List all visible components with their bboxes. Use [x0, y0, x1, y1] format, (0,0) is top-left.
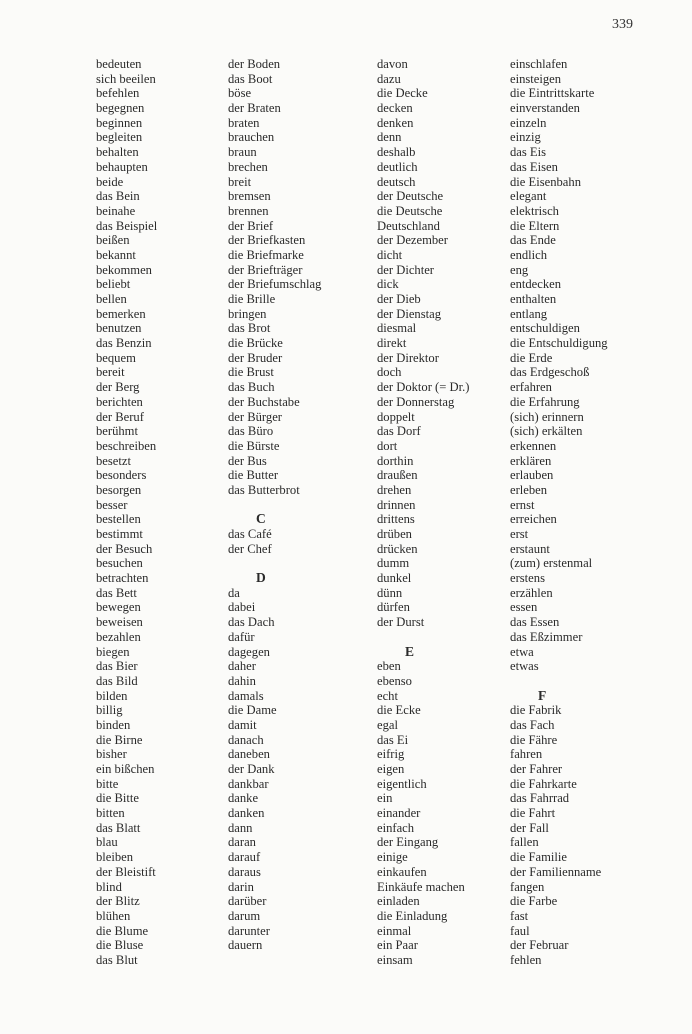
vocabulary-entry: begleiten: [96, 130, 143, 145]
vocabulary-entry: der Dank: [228, 762, 275, 776]
vocabulary-entry: eigentlich: [377, 776, 427, 791]
vocabulary-entry: einige: [377, 850, 408, 865]
vocabulary-entry: Einkäufe machen: [377, 879, 465, 894]
vocabulary-entry: fast: [510, 908, 529, 923]
vocabulary-entry: der Besuch: [96, 541, 153, 556]
vocabulary-entry: die Brust: [228, 365, 274, 380]
vocabulary-entry: blühen: [96, 908, 131, 923]
vocabulary-entry: der Durst: [377, 615, 425, 630]
vocabulary-entry: dumm: [377, 556, 410, 571]
vocabulary-entry: die Eintrittskarte: [510, 86, 595, 101]
vocabulary-entry: die Familie: [510, 850, 568, 865]
vocabulary-entry: dann: [228, 820, 253, 835]
vocabulary-entry: das Dorf: [377, 424, 421, 439]
section-letter-heading: E: [405, 643, 415, 659]
vocabulary-entry: die Brille: [228, 292, 276, 306]
vocabulary-entry: daneben: [228, 747, 270, 762]
vocabulary-entry: benutzen: [96, 321, 142, 336]
vocabulary-entry: bilden: [96, 688, 128, 703]
vocabulary-entry: ein bißchen: [96, 762, 155, 776]
vocabulary-column-1: [96, 57, 157, 968]
vocabulary-entry: drücken: [377, 541, 418, 556]
vocabulary-entry: erstaunt: [510, 541, 550, 556]
vocabulary-entry: ein: [377, 791, 393, 806]
vocabulary-entry: bestimmt: [96, 527, 143, 541]
vocabulary-entry: dafür: [228, 629, 255, 644]
vocabulary-entry: beschreiben: [96, 438, 157, 453]
vocabulary-entry: böse: [228, 86, 252, 101]
vocabulary-entry: drinnen: [377, 497, 416, 512]
vocabulary-entry: bezahlen: [96, 629, 141, 644]
vocabulary-entry: diesmal: [377, 321, 417, 336]
vocabulary-entry: die Erfahrung: [510, 394, 580, 409]
vocabulary-entry: (zum) erstenmal: [510, 556, 593, 571]
vocabulary-entry: daraus: [228, 864, 261, 879]
vocabulary-entry: egal: [377, 717, 398, 732]
vocabulary-entry: daher: [228, 659, 256, 674]
vocabulary-entry: das Café: [228, 527, 272, 541]
vocabulary-entry: eben: [377, 659, 401, 674]
vocabulary-entry: bringen: [228, 306, 267, 321]
vocabulary-entry: beliebt: [96, 277, 131, 292]
vocabulary-entry: das Beispiel: [96, 218, 158, 233]
vocabulary-entry: das Büro: [228, 424, 274, 439]
vocabulary-entry: fahren: [510, 747, 543, 762]
vocabulary-entry: bequem: [96, 350, 136, 365]
vocabulary-entry: (sich) erkälten: [510, 424, 583, 439]
vocabulary-entry: darunter: [228, 923, 270, 938]
vocabulary-entry: bewegen: [96, 600, 141, 615]
vocabulary-entry: ebenso: [377, 673, 412, 688]
vocabulary-entry: einsam: [377, 952, 413, 967]
vocabulary-entry: darin: [228, 879, 254, 894]
vocabulary-entry: bremsen: [228, 189, 271, 204]
vocabulary-entry: draußen: [377, 468, 418, 483]
vocabulary-entry: der Dieb: [377, 292, 421, 306]
vocabulary-entry: bestellen: [96, 512, 141, 527]
vocabulary-entry: das Benzin: [96, 336, 152, 351]
vocabulary-entry: einander: [377, 806, 421, 821]
vocabulary-entry: erst: [510, 527, 529, 541]
vocabulary-entry: das Fahrrad: [510, 791, 570, 806]
vocabulary-entry: der Briefumschlag: [228, 277, 322, 292]
vocabulary-entry: der Doktor (= Dr.): [377, 380, 470, 395]
vocabulary-entry: der Chef: [228, 541, 272, 556]
vocabulary-entry: das Ei: [377, 732, 409, 747]
vocabulary-entry: die Einladung: [377, 908, 448, 923]
vocabulary-entry: entschuldigen: [510, 321, 580, 336]
vocabulary-entry: die Farbe: [510, 894, 558, 909]
vocabulary-entry: bleiben: [96, 850, 134, 865]
vocabulary-entry: der Bleistift: [96, 864, 156, 879]
vocabulary-entry: die Eltern: [510, 218, 560, 233]
vocabulary-entry: bitte: [96, 776, 119, 791]
vocabulary-entry: die Fahrt: [510, 806, 556, 821]
vocabulary-entry: der Fahrer: [510, 762, 563, 776]
vocabulary-entry: darum: [228, 908, 261, 923]
vocabulary-entry: bekommen: [96, 262, 152, 277]
vocabulary-entry: deutsch: [377, 174, 416, 189]
vocabulary-entry: die Birne: [96, 732, 143, 747]
vocabulary-entry: beweisen: [96, 615, 143, 630]
vocabulary-entry: die Ecke: [377, 703, 421, 718]
vocabulary-entry: die Bluse: [96, 938, 144, 953]
vocabulary-entry: die Dame: [228, 703, 277, 718]
vocabulary-entry: der Blitz: [96, 894, 140, 909]
vocabulary-entry: das Butterbrot: [228, 482, 300, 497]
vocabulary-entry: die Erde: [510, 350, 553, 365]
vocabulary-entry: der Berg: [96, 380, 140, 395]
vocabulary-entry: (sich) erinnern: [510, 409, 584, 424]
vocabulary-entry: das Erdgeschoß: [510, 365, 590, 380]
section-letter-heading: C: [256, 511, 266, 527]
vocabulary-entry: dürfen: [377, 600, 410, 615]
vocabulary-entry: das Bild: [96, 673, 138, 688]
vocabulary-entry: die Deutsche: [377, 203, 443, 218]
vocabulary-entry: begegnen: [96, 101, 145, 116]
vocabulary-entry: bereit: [96, 365, 125, 380]
vocabulary-entry: die Fabrik: [510, 703, 562, 718]
vocabulary-entry: das Eßzimmer: [510, 629, 583, 644]
vocabulary-entry: der Brief: [228, 218, 274, 233]
vocabulary-entry: erreichen: [510, 512, 557, 527]
vocabulary-entry: drüben: [377, 527, 412, 541]
vocabulary-entry: erklären: [510, 453, 552, 468]
vocabulary-entry: einladen: [377, 894, 420, 909]
vocabulary-entry: der Boden: [228, 57, 281, 71]
vocabulary-entry: die Brücke: [228, 336, 283, 351]
vocabulary-entry: erstens: [510, 571, 545, 586]
vocabulary-entry: brauchen: [228, 130, 275, 145]
vocabulary-entry: befehlen: [96, 86, 140, 101]
vocabulary-entry: brechen: [228, 159, 268, 174]
vocabulary-entry: etwas: [510, 659, 539, 674]
vocabulary-column-2: [228, 57, 321, 953]
vocabulary-entry: die Blume: [96, 923, 149, 938]
page-number: 339: [612, 17, 633, 32]
vocabulary-entry: der Direktor: [377, 350, 439, 365]
vocabulary-entry: danken: [228, 806, 265, 821]
vocabulary-entry: faul: [510, 923, 530, 938]
vocabulary-entry: das Bein: [96, 189, 140, 204]
vocabulary-entry: blau: [96, 835, 118, 850]
vocabulary-entry: eng: [510, 262, 529, 277]
vocabulary-entry: dick: [377, 277, 399, 292]
vocabulary-entry: erfahren: [510, 380, 552, 395]
vocabulary-entry: davon: [377, 57, 408, 71]
vocabulary-entry: der Bruder: [228, 350, 283, 365]
vocabulary-entry: der Bus: [228, 453, 267, 468]
vocabulary-entry: bemerken: [96, 306, 146, 321]
vocabulary-entry: die Bitte: [96, 791, 140, 806]
vocabulary-entry: betrachten: [96, 571, 149, 586]
vocabulary-entry: besetzt: [96, 453, 131, 468]
vocabulary-entry: fehlen: [510, 952, 542, 967]
vocabulary-entry: dorthin: [377, 453, 414, 468]
vocabulary-entry: besuchen: [96, 556, 143, 571]
vocabulary-entry: eifrig: [377, 747, 405, 762]
vocabulary-entry: dünn: [377, 585, 403, 600]
vocabulary-entry: darüber: [228, 894, 267, 909]
vocabulary-entry: besonders: [96, 468, 147, 483]
vocabulary-entry: breit: [228, 174, 252, 189]
vocabulary-entry: dankbar: [228, 776, 269, 791]
vocabulary-entry: dort: [377, 438, 398, 453]
vocabulary-entry: entlang: [510, 306, 548, 321]
vocabulary-entry: binden: [96, 717, 131, 732]
vocabulary-entry: beinahe: [96, 203, 136, 218]
vocabulary-entry: dahin: [228, 673, 256, 688]
vocabulary-entry: dagegen: [228, 644, 270, 659]
vocabulary-entry: der Dienstag: [377, 306, 441, 321]
vocabulary-entry: besorgen: [96, 482, 142, 497]
vocabulary-entry: behalten: [96, 145, 139, 160]
vocabulary-entry: bellen: [96, 292, 127, 306]
vocabulary-entry: decken: [377, 101, 413, 116]
vocabulary-entry: das Boot: [228, 71, 273, 86]
section-spacer: [377, 630, 469, 645]
vocabulary-entry: die Entschuldigung: [510, 336, 608, 351]
vocabulary-entry: etwa: [510, 644, 534, 659]
vocabulary-entry: der Briefkasten: [228, 233, 306, 248]
vocabulary-entry: echt: [377, 688, 398, 703]
vocabulary-entry: direkt: [377, 336, 407, 351]
vocabulary-column-4: [510, 57, 608, 968]
vocabulary-entry: das Essen: [510, 615, 560, 630]
vocabulary-entry: deshalb: [377, 145, 416, 160]
vocabulary-entry: blind: [96, 879, 122, 894]
vocabulary-entry: bekannt: [96, 247, 136, 262]
vocabulary-entry: das Ende: [510, 233, 556, 248]
vocabulary-entry: bitten: [96, 806, 125, 821]
vocabulary-entry: daran: [228, 835, 256, 850]
vocabulary-entry: einschlafen: [510, 57, 568, 71]
vocabulary-entry: elegant: [510, 189, 547, 204]
vocabulary-entry: braun: [228, 145, 257, 160]
vocabulary-entry: einfach: [377, 820, 415, 835]
vocabulary-entry: der Eingang: [377, 835, 439, 850]
vocabulary-entry: erkennen: [510, 438, 557, 453]
section-letter-heading: F: [538, 687, 547, 703]
vocabulary-entry: dabei: [228, 600, 256, 615]
vocabulary-entry: Deutschland: [377, 218, 440, 233]
vocabulary-entry: der Beruf: [96, 409, 144, 424]
vocabulary-entry: das Fach: [510, 717, 555, 732]
vocabulary-entry: das Buch: [228, 380, 275, 395]
vocabulary-entry: der Dichter: [377, 262, 434, 277]
vocabulary-entry: der Familienname: [510, 864, 602, 879]
vocabulary-entry: erlauben: [510, 468, 554, 483]
vocabulary-entry: das Dach: [228, 615, 275, 630]
vocabulary-entry: denken: [377, 115, 414, 130]
vocabulary-entry: der Deutsche: [377, 189, 444, 204]
vocabulary-entry: der Briefträger: [228, 262, 303, 277]
vocabulary-entry: bisher: [96, 747, 127, 762]
vocabulary-entry: deutlich: [377, 159, 418, 174]
section-spacer: [228, 556, 321, 571]
vocabulary-entry: behaupten: [96, 159, 148, 174]
vocabulary-entry: einverstanden: [510, 101, 580, 116]
vocabulary-entry: das Eisen: [510, 159, 558, 174]
vocabulary-entry: einmal: [377, 923, 412, 938]
vocabulary-entry: da: [228, 585, 240, 600]
vocabulary-entry: die Fahrkarte: [510, 776, 577, 791]
section-letter-heading: D: [256, 570, 266, 586]
vocabulary-entry: ernst: [510, 497, 535, 512]
vocabulary-entry: elektrisch: [510, 203, 559, 218]
vocabulary-entry: endlich: [510, 247, 548, 262]
vocabulary-entry: dauern: [228, 938, 263, 953]
vocabulary-entry: doppelt: [377, 409, 415, 424]
section-spacer: [510, 674, 608, 689]
vocabulary-entry: die Eisenbahn: [510, 174, 581, 189]
vocabulary-entry: einzig: [510, 130, 541, 145]
vocabulary-entry: fangen: [510, 879, 545, 894]
vocabulary-entry: enthalten: [510, 292, 557, 306]
vocabulary-entry: das Blatt: [96, 820, 141, 835]
vocabulary-entry: der Fall: [510, 820, 549, 835]
vocabulary-entry: erzählen: [510, 585, 553, 600]
vocabulary-entry: beißen: [96, 233, 130, 248]
vocabulary-entry: dicht: [377, 247, 403, 262]
vocabulary-entry: denn: [377, 130, 402, 145]
vocabulary-entry: die Briefmarke: [228, 247, 304, 262]
vocabulary-entry: einsteigen: [510, 71, 562, 86]
vocabulary-entry: besser: [96, 497, 128, 512]
vocabulary-entry: die Fähre: [510, 732, 558, 747]
vocabulary-entry: damals: [228, 688, 264, 703]
vocabulary-entry: das Bier: [96, 659, 138, 674]
vocabulary-entry: der Februar: [510, 938, 569, 953]
vocabulary-entry: brennen: [228, 203, 269, 218]
vocabulary-entry: danach: [228, 732, 264, 747]
vocabulary-entry: die Butter: [228, 468, 279, 483]
vocabulary-entry: doch: [377, 365, 402, 380]
vocabulary-entry: die Decke: [377, 86, 428, 101]
vocabulary-entry: berichten: [96, 394, 143, 409]
vocabulary-entry: entdecken: [510, 277, 562, 292]
vocabulary-entry: bedeuten: [96, 57, 142, 71]
vocabulary-entry: der Donnerstag: [377, 394, 455, 409]
vocabulary-entry: der Buchstabe: [228, 394, 300, 409]
vocabulary-entry: ein Paar: [377, 938, 418, 953]
vocabulary-entry: danke: [228, 791, 259, 806]
vocabulary-entry: das Brot: [228, 321, 271, 336]
vocabulary-entry: braten: [228, 115, 260, 130]
vocabulary-entry: der Bürger: [228, 409, 282, 424]
vocabulary-entry: eigen: [377, 762, 405, 776]
section-spacer: [228, 498, 321, 513]
vocabulary-entry: darauf: [228, 850, 261, 865]
vocabulary-entry: das Eis: [510, 145, 547, 160]
vocabulary-entry: sich beeilen: [96, 71, 156, 86]
vocabulary-entry: das Bett: [96, 585, 137, 600]
vocabulary-entry: fallen: [510, 835, 539, 850]
vocabulary-entry: biegen: [96, 644, 130, 659]
vocabulary-entry: beginnen: [96, 115, 143, 130]
vocabulary-entry: dazu: [377, 71, 401, 86]
vocabulary-entry: damit: [228, 717, 257, 732]
vocabulary-entry: drittens: [377, 512, 415, 527]
vocabulary-entry: beide: [96, 174, 124, 189]
vocabulary-column-3: [377, 57, 469, 968]
vocabulary-entry: berühmt: [96, 424, 138, 439]
vocabulary-entry: dunkel: [377, 571, 412, 586]
vocabulary-entry: erleben: [510, 482, 548, 497]
vocabulary-entry: essen: [510, 600, 538, 615]
vocabulary-entry: einzeln: [510, 115, 547, 130]
vocabulary-entry: billig: [96, 703, 123, 718]
vocabulary-entry: drehen: [377, 482, 412, 497]
vocabulary-entry: der Braten: [228, 101, 281, 116]
vocabulary-entry: das Blut: [96, 952, 138, 967]
vocabulary-entry: einkaufen: [377, 864, 427, 879]
vocabulary-entry: die Bürste: [228, 438, 280, 453]
vocabulary-entry: der Dezember: [377, 233, 448, 248]
